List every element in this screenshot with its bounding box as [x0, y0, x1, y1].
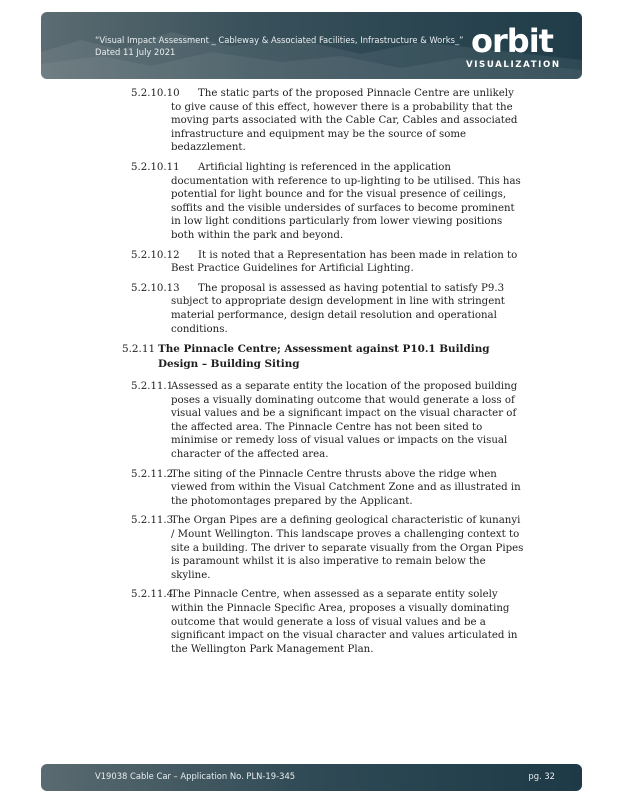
- paragraph-number: 5.2.11.2: [131, 468, 174, 480]
- paragraph-item: [0, 161, 622, 243]
- paragraph-item: [0, 468, 622, 509]
- paragraph-text: The Organ Pipes are a defining geological characteristic of kunanyi / Mount Wellington. This landscape proves a challenging context to site a building. The driver to separate visually from the Organ Pipes is paramount whilst it is also imperative to remain below the skyline.: [171, 515, 524, 581]
- paragraph-item: [0, 282, 622, 336]
- paragraph-number: 5.2.10.10: [131, 88, 180, 99]
- logo-wordmark: orbit: [471, 22, 553, 60]
- page-body: [0, 87, 622, 662]
- section-number: 5.2.11: [122, 343, 156, 356]
- paragraph-number: 5.2.10.12: [131, 249, 180, 261]
- paragraph-text: It is noted that a Representation has been made in relation to Best Practice Guidelines for Artificial Lighting.: [171, 249, 518, 275]
- paragraph-number: 5.2.10.11: [131, 161, 180, 173]
- paragraph-item: [0, 87, 622, 155]
- paragraph-text: The Pinnacle Centre, when assessed as a separate entity solely within the Pinnacle Specific Area, proposes a visually dominating outcome that would generate a loss of visual values and be a significant impact on the visual character and values articulated in the Wellington Park Management Plan.: [171, 589, 518, 655]
- paragraph-item: [0, 514, 622, 582]
- orbit-logo: [466, 22, 561, 71]
- paragraph-item: [0, 588, 622, 656]
- page-header-banner: [41, 12, 582, 79]
- paragraph-number: 5.2.10.13: [131, 282, 180, 294]
- paragraph-text: Artificial lighting is referenced in the application documentation with reference to up-lighting to be utilised. This has potential for light bounce and for the visual presence of ceilings, soffits and the visible undersides of surfaces to become prominent in low light conditions particularly from lower viewing positions both within the park and beyond.: [171, 161, 521, 241]
- paragraph-number: 5.2.11.1: [131, 381, 174, 393]
- paragraph-text: The siting of the Pinnacle Centre thrusts above the ridge when viewed from within the Visual Catchment Zone and as illustrated in the photomontages prepared by the Applicant.: [171, 468, 521, 507]
- document-title-line: “Visual Impact Assessment _ Cableway & Associated Facilities, Infrastructure & Works_”: [95, 35, 464, 45]
- document-title: [95, 35, 463, 58]
- paragraph-text: The static parts of the proposed Pinnacle Centre are unlikely to give cause of this effect, however there is a probability that the moving parts associated with the Cable Car, Cables and associated infrastructure and equipment may be the source of some bedazzlement.: [171, 88, 518, 154]
- paragraph-item: [0, 249, 622, 276]
- document-date: Dated 11 July 2021: [95, 46, 176, 57]
- paragraph-text: Assessed as a separate entity the location of the proposed building poses a visually dominating outcome that would generate a loss of visual values and be a significant impact on the visual character of the affected area. The Pinnacle Centre has not been sited to minimise or remedy loss of visual values or impacts on the visual character of the affected area.: [171, 381, 518, 461]
- page-number: pg. 32: [528, 771, 555, 781]
- section-title: The Pinnacle Centre; Assessment against P10.1 Building Design – Building Siting: [158, 343, 490, 371]
- footer-application-reference: V19038 Cable Car – Application No. PLN-19-345: [95, 771, 296, 781]
- paragraph-number: 5.2.11.3: [131, 515, 174, 527]
- section-heading: [0, 342, 622, 372]
- paragraph-text: The proposal is assessed as having potential to satisfy P9.3 subject to appropriate design development in line with stringent material performance, design detail resolution and operational conditions.: [171, 282, 505, 335]
- page-footer-banner: [41, 764, 582, 791]
- logo-subtitle: VISUALIZATION: [466, 60, 561, 70]
- paragraph-item: [0, 380, 622, 462]
- paragraph-number: 5.2.11.4: [131, 589, 174, 601]
